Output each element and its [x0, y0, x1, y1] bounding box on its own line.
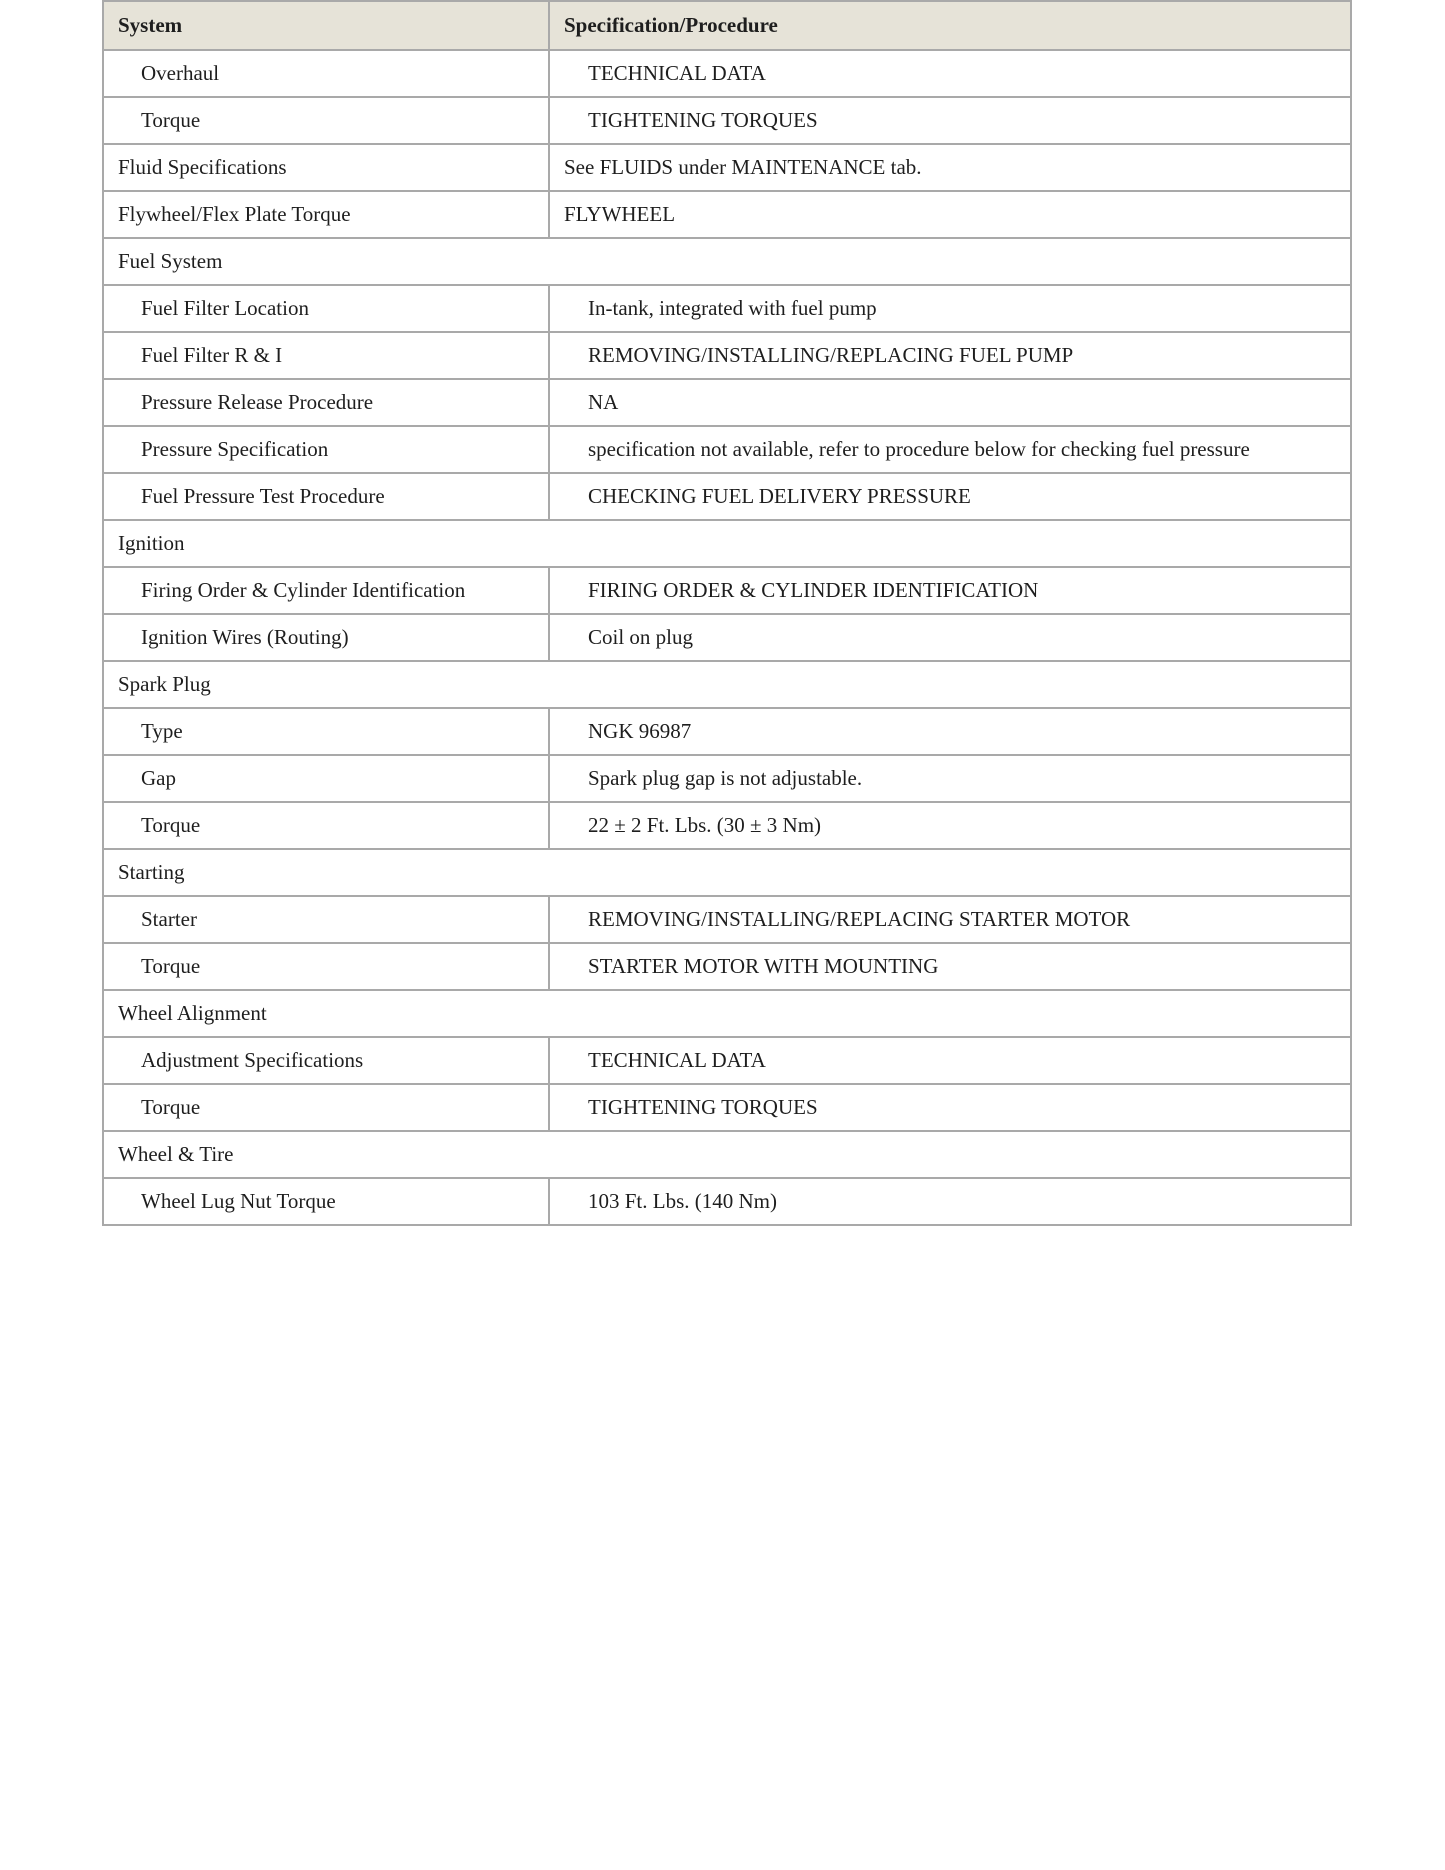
specification-cell: 103 Ft. Lbs. (140 Nm) — [549, 1178, 1351, 1225]
system-cell: Pressure Release Procedure — [103, 379, 549, 426]
specification-cell: Coil on plug — [549, 614, 1351, 661]
specification-table — [102, 0, 1352, 1226]
system-cell: Overhaul — [103, 50, 549, 97]
table-row — [103, 1084, 1351, 1131]
system-cell: Type — [103, 708, 549, 755]
system-cell: Torque — [103, 97, 549, 144]
system-cell: Gap — [103, 755, 549, 802]
table-row — [103, 614, 1351, 661]
table-row — [103, 943, 1351, 990]
table-row — [103, 191, 1351, 238]
system-cell: Wheel Lug Nut Torque — [103, 1178, 549, 1225]
system-cell: Torque — [103, 1084, 549, 1131]
specification-cell: TIGHTENING TORQUES — [549, 1084, 1351, 1131]
section-row — [103, 661, 1351, 708]
table-row — [103, 802, 1351, 849]
specification-cell: NGK 96987 — [549, 708, 1351, 755]
table-row — [103, 1037, 1351, 1084]
specification-cell: REMOVING/INSTALLING/REPLACING FUEL PUMP — [549, 332, 1351, 379]
table-row — [103, 97, 1351, 144]
header-specification: Specification/Procedure — [549, 1, 1351, 50]
table-row — [103, 144, 1351, 191]
header-row — [103, 1, 1351, 50]
specification-cell: TECHNICAL DATA — [549, 50, 1351, 97]
table-row — [103, 426, 1351, 473]
section-heading: Ignition — [103, 520, 1351, 567]
system-cell: Fluid Specifications — [103, 144, 549, 191]
table-row — [103, 755, 1351, 802]
system-cell: Firing Order & Cylinder Identification — [103, 567, 549, 614]
table-row — [103, 285, 1351, 332]
header-system: System — [103, 1, 549, 50]
section-row — [103, 520, 1351, 567]
table-row — [103, 379, 1351, 426]
specification-cell: STARTER MOTOR WITH MOUNTING — [549, 943, 1351, 990]
specification-cell: CHECKING FUEL DELIVERY PRESSURE — [549, 473, 1351, 520]
specification-cell: REMOVING/INSTALLING/REPLACING STARTER MOTOR — [549, 896, 1351, 943]
specification-cell: In-tank, integrated with fuel pump — [549, 285, 1351, 332]
section-row — [103, 990, 1351, 1037]
system-cell: Adjustment Specifications — [103, 1037, 549, 1084]
table-header — [103, 1, 1351, 50]
table-row — [103, 50, 1351, 97]
section-heading: Starting — [103, 849, 1351, 896]
specification-cell: NA — [549, 379, 1351, 426]
specification-cell: FLYWHEEL — [549, 191, 1351, 238]
section-row — [103, 238, 1351, 285]
table-row — [103, 473, 1351, 520]
specification-cell: TECHNICAL DATA — [549, 1037, 1351, 1084]
section-row — [103, 1131, 1351, 1178]
specification-cell: TIGHTENING TORQUES — [549, 97, 1351, 144]
section-heading: Wheel & Tire — [103, 1131, 1351, 1178]
table-row — [103, 896, 1351, 943]
section-heading: Wheel Alignment — [103, 990, 1351, 1037]
table-row — [103, 708, 1351, 755]
section-row — [103, 849, 1351, 896]
system-cell: Fuel Filter Location — [103, 285, 549, 332]
system-cell: Torque — [103, 943, 549, 990]
system-cell: Pressure Specification — [103, 426, 549, 473]
system-cell: Flywheel/Flex Plate Torque — [103, 191, 549, 238]
table-row — [103, 567, 1351, 614]
table-row — [103, 332, 1351, 379]
system-cell: Torque — [103, 802, 549, 849]
specification-cell: See FLUIDS under MAINTENANCE tab. — [549, 144, 1351, 191]
specification-cell: specification not available, refer to procedure below for checking fuel pressure — [549, 426, 1351, 473]
section-heading: Spark Plug — [103, 661, 1351, 708]
table-body — [103, 50, 1351, 1225]
specification-cell: 22 ± 2 Ft. Lbs. (30 ± 3 Nm) — [549, 802, 1351, 849]
system-cell: Starter — [103, 896, 549, 943]
specification-cell: Spark plug gap is not adjustable. — [549, 755, 1351, 802]
system-cell: Ignition Wires (Routing) — [103, 614, 549, 661]
system-cell: Fuel Filter R & I — [103, 332, 549, 379]
system-cell: Fuel Pressure Test Procedure — [103, 473, 549, 520]
specification-cell: FIRING ORDER & CYLINDER IDENTIFICATION — [549, 567, 1351, 614]
section-heading: Fuel System — [103, 238, 1351, 285]
table-row — [103, 1178, 1351, 1225]
